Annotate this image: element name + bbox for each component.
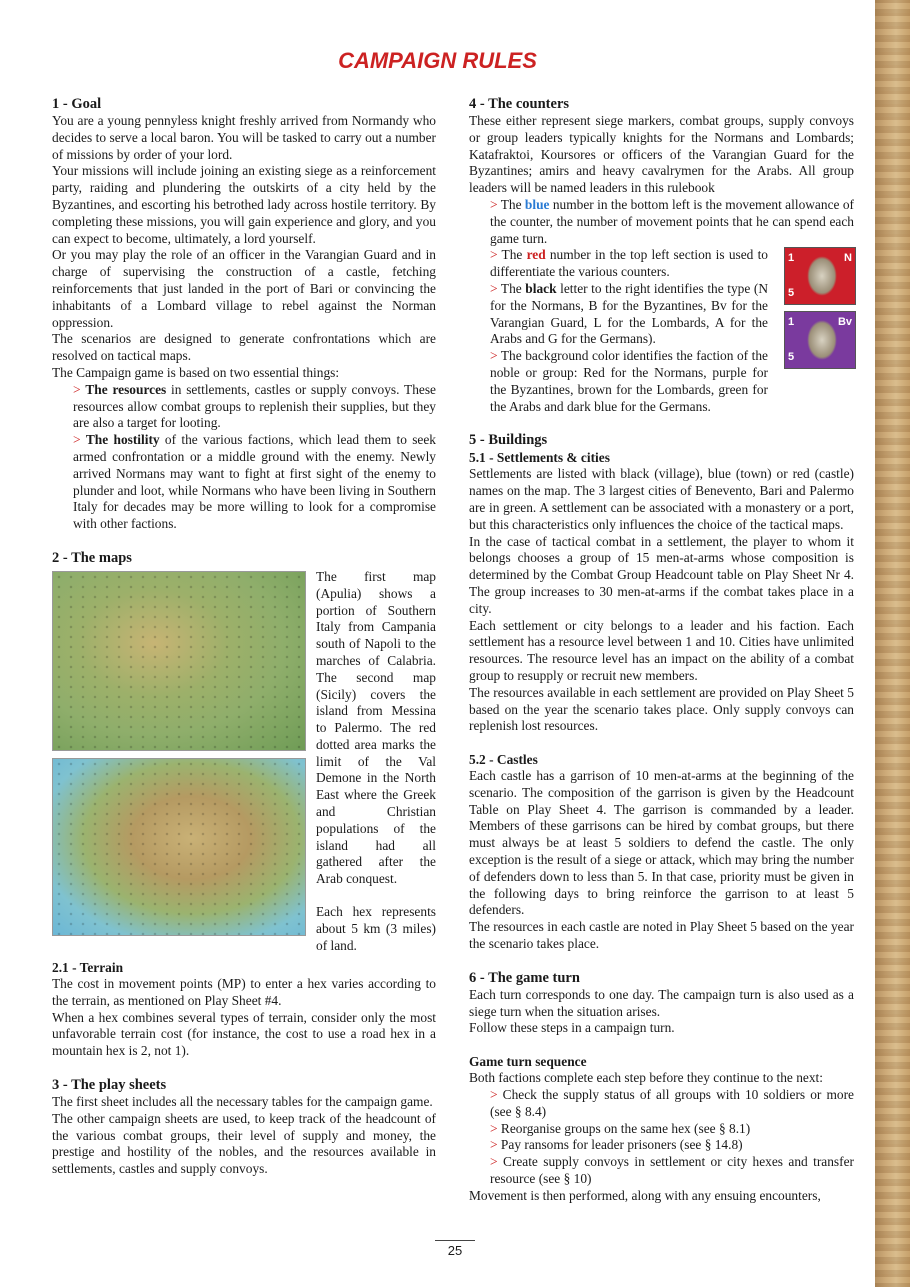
goal-bullet: > The hostility of the various factions, which lead them to seek armed confrontation or a middle ground with the enemy. Newly arrived Normans may want to fight at first sight of the enemy to plunder and loot, while Normans who have been living in Southern Italy for decades may be more willing to look for a compromise with other factions. xyxy=(73,432,436,532)
parchment-edge xyxy=(875,0,910,1287)
buildings-paragraph: In the case of tactical combat in a settlement, the player to whom it belongs chooses a group of 15 men-at-arms whose composition is determined by the Combat Group Headcount table on Play Sheet Nr 4. The group increases to 30 men-at-arms if the combat takes place in a city. xyxy=(469,533,854,616)
castles-heading: 5.2 - Castles xyxy=(469,752,538,768)
sequence-step: > Create supply convoys in settlement or city hexes and transfer resource (see § 10) xyxy=(490,1154,854,1187)
settlements-heading: 5.1 - Settlements & cities xyxy=(469,450,610,466)
game-turn-paragraph: Follow these steps in a campaign turn. xyxy=(469,1020,675,1036)
sicily-map-image xyxy=(52,758,306,936)
sequence-paragraph: Both factions complete each step before they continue to the next: xyxy=(469,1070,823,1086)
goal-paragraph: You are a young pennyless knight freshly arrived from Normandy who decides to serve a local baron. You will be tasked to carry out a number of missions by order of your lord. xyxy=(52,113,436,162)
goal-bullet: > The resources in settlements, castles or supply convoys. These resources allow combat groups to replenish their supplies, but they are also a target for looting. xyxy=(73,381,436,431)
maps-section xyxy=(52,569,436,959)
castles-paragraph: Each castle has a garrison of 10 men-at-arms at the beginning of the scenario. The composition of the garrison is given by the Headcount Table on Play Sheet 4. The garrison is commanded by a leader. Members of these garrisons can be hired by combat groups, but there must always be at least 5 soldiers to defend the castle. The only exception is the result of a siege or attack, which may bring the number of defenders down to less than 5. In that case, priority must be given in the following days to bring reinforce the garrison to at least 5 defenders. xyxy=(469,768,854,918)
sequence-step: > Check the supply status of all groups with 10 soldiers or more (see § 8.4) xyxy=(490,1087,854,1119)
maps-paragraph: Each hex represents about 5 km (3 miles) of land. xyxy=(316,904,436,953)
right-column xyxy=(469,95,854,1205)
terrain-heading: 2.1 - Terrain xyxy=(52,959,124,975)
counters-bullet: > The blue number in the bottom left is the movement allowance of the counter, the number of movement points that he can spend each game turn. xyxy=(490,196,854,246)
play-sheets-paragraph: The other campaign sheets are used, to keep track of the headcount of the various combat groups, their level of supply and money, the prestige and hostility of the nobles, and the resources available in settlements, castles and supply convoys. xyxy=(52,1110,436,1177)
goal-paragraph: Your missions will include joining an existing siege as a reinforcement party, raiding and plundering the outskirts of a city held by the Byzantines, and escorting his betrothed lady across hostile territory. By completing these missions, you will gain experience and glory, and you can expect to become, ultimately, a lord yourself. xyxy=(52,163,436,246)
page-number: 25 xyxy=(447,1243,463,1258)
sequence-heading: Game turn sequence xyxy=(469,1054,587,1070)
buildings-paragraph: Settlements are listed with black (village), blue (town) or red (castle) names on the map. The 3 largest cities of Benevento, Bari and Palermo are in green. A settlement can be associated with a monastery or a port, but this characteristics only influences the choice of the tactical maps. xyxy=(469,466,854,532)
varangian-counter-image: 1 Bv 5 xyxy=(784,311,856,369)
goal-paragraph: The scenarios are designed to generate confrontations which are resolved on tactical maps. xyxy=(52,331,436,364)
game-turn-paragraph: Each turn corresponds to one day. The campaign turn is also used as a siege turn when the situation arises. xyxy=(469,986,854,1019)
game-turn-heading: 6 - The game turn xyxy=(469,969,580,986)
sequence-step: > Reorganise groups on the same hex (see § 8.1) xyxy=(490,1120,751,1136)
goal-paragraph: The Campaign game is based on two essential things: xyxy=(52,364,340,380)
buildings-heading: 5 - Buildings xyxy=(469,432,548,449)
counters-heading: 4 - The counters xyxy=(469,96,570,112)
terrain-paragraph: The cost in movement points (MP) to enter a hex varies according to the terrain, as mentioned on Play Sheet #4. xyxy=(52,975,436,1008)
goal-heading: 1 - Goal xyxy=(52,96,102,112)
goal-paragraph: Or you may play the role of an officer in the Varangian Guard and in charge of supervising the construction of a castle, fetching reinforcements that just landed in the port of Bari or convincing the inhabitants of a Lombard village to rebel against the Norman oppression. xyxy=(52,247,436,330)
counters-bullet: > The black letter to the right identifies the type (N for the Normans, B for the Byzantines, Bv for the Varangian Guard, L for the Lombards, A for the Arabs and G for the Germans). xyxy=(490,280,768,347)
sequence-paragraph: Movement is then performed, along with any ensuing encounters, xyxy=(469,1187,821,1203)
maps-heading: 2 - The maps xyxy=(52,549,132,566)
counters-examples xyxy=(469,247,854,415)
counters-bullet: > The red number in the top left section is used to differentiate the various counters. xyxy=(490,247,768,280)
buildings-paragraph: The resources available in each settlement are provided on Play Sheet 5 based on the year the scenario takes place. Only supply convoys can replenish lost resources. xyxy=(469,684,854,734)
counters-bullet: > The background color identifies the faction of the noble or group: Red for the Normans, purple for the Byzantines, brown for the Lombards, green for the Arabs and dark blue for the Germans. xyxy=(490,348,769,414)
buildings-paragraph: Each settlement or city belongs to a leader and his faction. Each settlement has a resource level between 1 and 10. Cities have unlimited resources. The resource level has an impact on the ability of a combat group to resupply or recruit new members. xyxy=(469,617,854,683)
sequence-step: > Pay ransoms for leader prisoners (see § 14.8) xyxy=(490,1137,743,1153)
maps-paragraph: The first map (Apulia) shows a portion of Southern Italy from Campania south of Napoli to the marches of Calabria. The second map (Sicily) covers the island from Messina to Palermo. The red dotted area marks the limit of the Val Demone in the North East where the Greek and Christian populations of the island had all gathered after the Arab conquest. xyxy=(316,568,436,887)
page-title: CAMPAIGN RULES xyxy=(338,48,537,73)
terrain-paragraph: When a hex combines several types of terrain, consider only the most unfavorable terrain cost (for instance, the cost to use a road hex in a mountain hex is 2, not 1). xyxy=(52,1009,436,1059)
page-number-rule xyxy=(435,1240,475,1241)
play-sheets-paragraph: The first sheet includes all the necessary tables for the campaign game. xyxy=(52,1093,433,1109)
left-column xyxy=(52,95,436,1178)
norman-counter-image: 1 N 5 xyxy=(784,247,856,305)
castles-paragraph: The resources in each castle are noted in Play Sheet 5 based on the year the scenario takes place. xyxy=(469,919,854,952)
play-sheets-heading: 3 - The play sheets xyxy=(52,1076,167,1093)
counters-paragraph: These either represent siege markers, combat groups, supply convoys or group leaders typically knights for the Normans and Lombards; Katafraktoi, Koursores or officers of the Varangian Guard for the Byzantines; amirs and heavy cavalrymen for the Arabs. All group leaders will be named leaders in this rulebook xyxy=(469,113,854,196)
apulia-map-image xyxy=(52,571,306,751)
